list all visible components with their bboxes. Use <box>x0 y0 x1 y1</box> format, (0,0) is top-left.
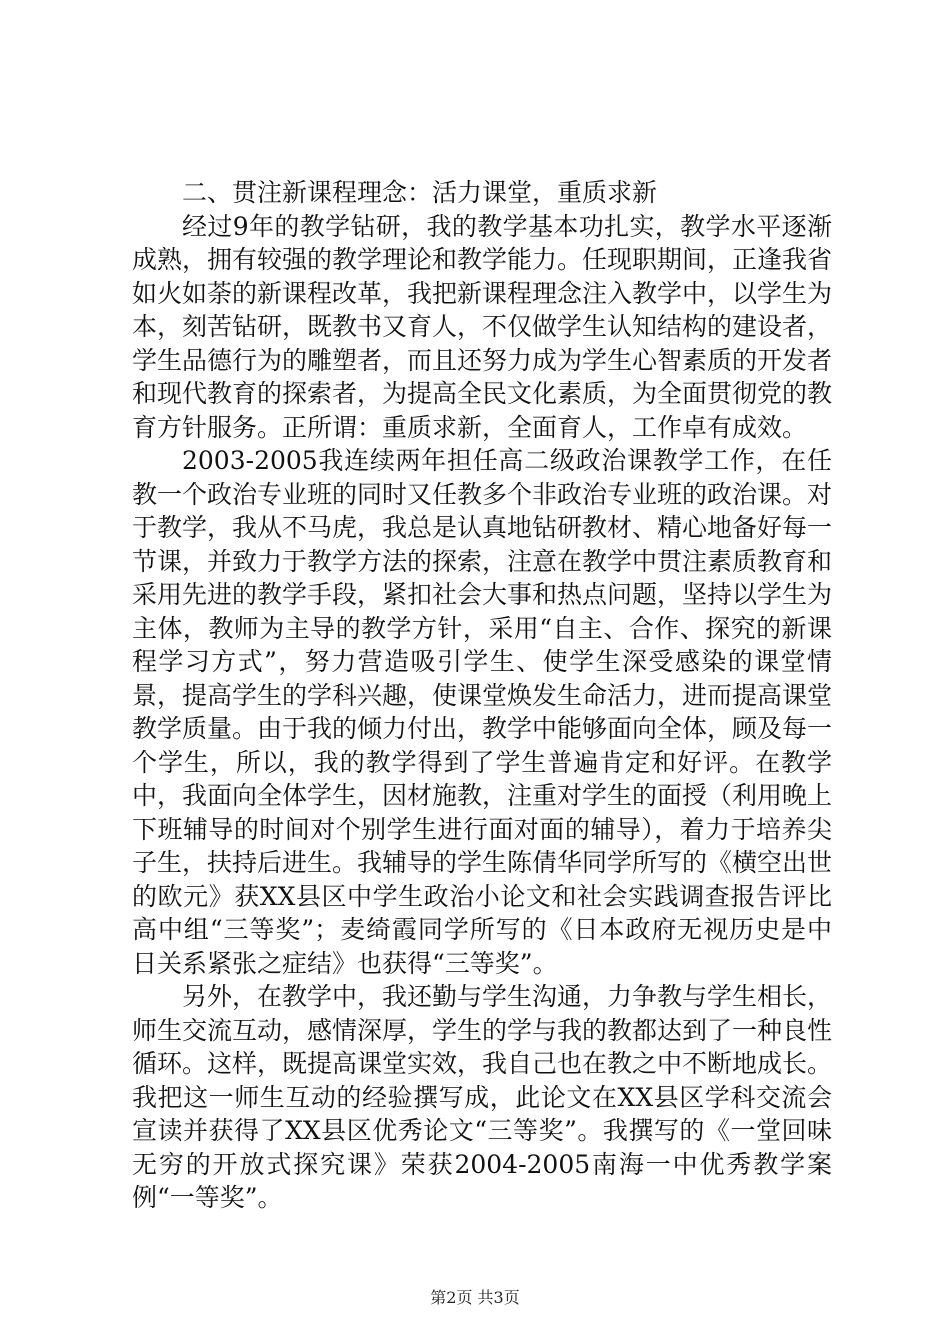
paragraph-1: 经过9年的教学钻研，我的教学基本功扎实，教学水平逐渐成熟，拥有较强的教学理论和教学能力。任现职期间，正逢我省如火如荼的新课程改革，我把新课程理念注入教学中，以学生为本，刻苦钻研，既教书又育人，不仅做学生认知结构的建设者，学生品德行为的雕塑者，而且还努力成为学生心智素质的开发者和现代教育的探索者，为提高全民文化素质，为全面贯彻党的教育方针服务。正所谓：重质求新，全面育人，工作卓有成效。 <box>132 211 833 442</box>
paragraph-2: 2003-2005我连续两年担任高二级政治课教学工作，在任教一个政治专业班的同时又任教多个非政治专业班的政治课。对于教学，我从不马虎，我总是认真地钻研教材、精心地备好每一节课，并致力于教学方法的探索，注意在教学中贯注素质教育和采用先进的教学手段，紧扣社会大事和热点问题，坚持以学生为主体，教师为主导的教学方针，采用“自主、合作、探究的新课程学习方式”，努力营造吸引学生、使学生深受感染的课堂情景，提高学生的学科兴趣，使课堂焕发生命活力，进而提高课堂教学质量。由于我的倾力付出，教学中能够面向全体，顾及每一个学生，所以，我的教学得到了学生普遍肯定和好评。在教学中，我面向全体学生，因材施教，注重对学生的面授（利用晚上下班辅导的时间对个别学生进行面对面的辅导），着力于培养尖子生，扶持后进生。我辅导的学生陈倩华同学所写的《横空出世的欧元》获XX县区中学生政治小论文和社会实践调查报告评比高中组“三等奖”；麦绮霞同学所写的《日本政府无视历史是中日关系紧张之症结》也获得“三等奖”。 <box>132 446 833 978</box>
section-heading: 二、贯注新课程理念：活力课堂，重质求新 <box>182 178 658 207</box>
paragraph-3: 另外，在教学中，我还勤与学生沟通，力争教与学生相长，师生交流互动，感情深厚，学生的学与我的教都达到了一种良性循环。这样，既提高课堂实效，我自己也在教之中不断地成长。我把这一师生互动的经验撰写成，此论文在XX县区学科交流会宣读并获得了XX县区优秀论文“三等奖”。我撰写的《一堂回味无穷的开放式探究课》荣获2004-2005南海一中优秀教学案例“一等奖”。 <box>132 982 833 1212</box>
page-number-label: 第2页 共3页 <box>430 1288 520 1307</box>
page-footer <box>0 1288 950 1308</box>
document-body <box>132 176 832 1215</box>
